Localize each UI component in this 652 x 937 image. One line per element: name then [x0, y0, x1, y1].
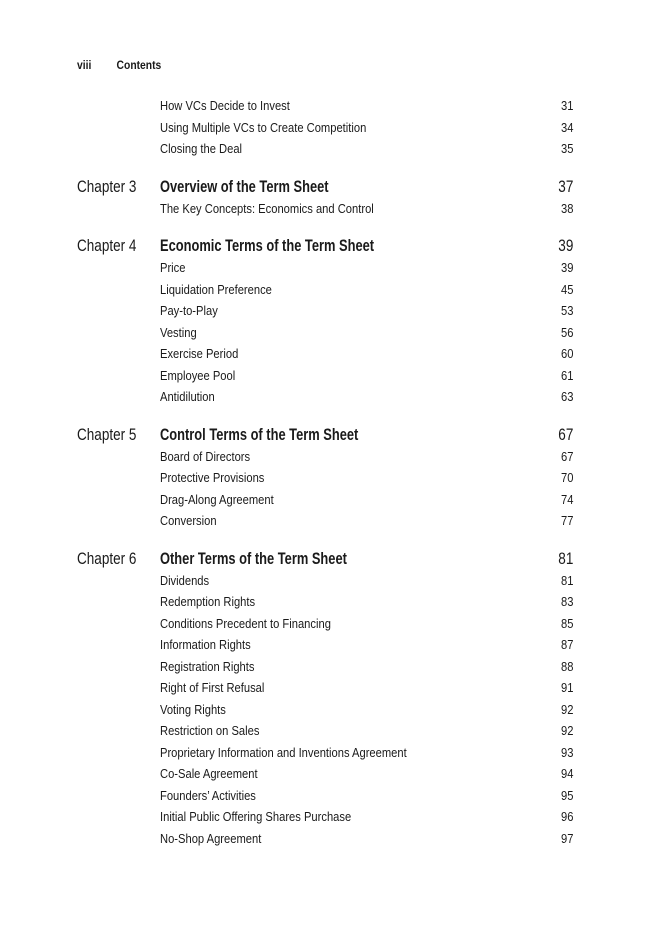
entry-page: 92 [560, 723, 573, 738]
entry-title: Dividends [160, 572, 210, 588]
entry-title: Founders’ Activities [160, 787, 256, 803]
chapter-page: 81 [557, 549, 573, 568]
entry-title: Protective Provisions [160, 470, 265, 485]
entry-title: Conditions Precedent to Financing [160, 615, 331, 631]
toc-entry [77, 258, 573, 280]
running-title: Contents [116, 58, 162, 72]
toc-entry [77, 139, 573, 161]
toc-entry [77, 592, 573, 614]
chapter-heading [77, 550, 573, 571]
entry-page: 56 [560, 324, 573, 340]
entry-page: 77 [560, 513, 573, 528]
entry-page: 53 [560, 303, 573, 318]
chapter-page: 67 [557, 425, 573, 444]
entry-page: 45 [560, 281, 573, 297]
entry-title: Initial Public Offering Shares Purchase [160, 809, 352, 824]
entry-title: Redemption Rights [160, 594, 256, 609]
entry-page: 85 [560, 615, 573, 631]
entry-page: 70 [560, 470, 573, 485]
entry-page: 93 [560, 744, 573, 760]
toc-entry [77, 786, 573, 808]
toc-entry [77, 829, 573, 851]
entry-title: Price [160, 260, 186, 275]
entry-title: Proprietary Information and Inventions Agreement [160, 744, 407, 760]
toc-entry [77, 301, 573, 323]
toc-entry [77, 447, 573, 469]
entry-title: Conversion [160, 513, 217, 528]
entry-page: 91 [560, 680, 573, 695]
entry-page: 63 [560, 389, 573, 404]
toc-entry [77, 721, 573, 743]
entry-page: 94 [560, 766, 573, 781]
entry-page: 61 [560, 367, 573, 383]
toc-entry [77, 807, 573, 829]
chapter-title: Overview of the Term Sheet [160, 177, 329, 196]
chapter-title: Other Terms of the Term Sheet [160, 549, 347, 568]
entry-title: Liquidation Preference [160, 281, 272, 297]
toc-entry [77, 635, 573, 657]
entry-page: 60 [560, 346, 573, 361]
chapter-label: Chapter 3 [77, 177, 137, 196]
entry-page: 97 [560, 830, 573, 846]
toc-entry [77, 614, 573, 636]
entry-page: 35 [560, 141, 573, 156]
entry-page: 95 [560, 787, 573, 803]
entry-page: 39 [560, 260, 573, 275]
toc-entry [77, 490, 573, 512]
entry-title: The Key Concepts: Economics and Control [160, 200, 374, 216]
toc-entry [77, 571, 573, 593]
toc-entry [77, 366, 573, 388]
toc-entry [77, 678, 573, 700]
entry-title: Pay-to-Play [160, 303, 218, 318]
entry-page: 31 [560, 98, 573, 113]
entry-title: Exercise Period [160, 346, 239, 361]
toc-entry [77, 657, 573, 679]
entry-title: How VCs Decide to Invest [160, 98, 290, 113]
chapter-label: Chapter 4 [77, 237, 137, 255]
toc-entry [77, 743, 573, 765]
entry-title: Vesting [160, 324, 197, 340]
chapter-heading [77, 426, 573, 447]
toc-entry [77, 511, 573, 533]
entry-page: 92 [560, 701, 573, 717]
toc-entry [77, 199, 573, 221]
entry-title: Antidilution [160, 389, 215, 404]
entry-page: 83 [560, 594, 573, 609]
chapter-page: 37 [557, 177, 573, 196]
toc-entry [77, 280, 573, 302]
chapter-label: Chapter 5 [77, 425, 137, 444]
entry-page: 96 [560, 809, 573, 824]
entry-title: Information Rights [160, 637, 251, 652]
chapter-page: 39 [557, 237, 573, 255]
entry-title: Restriction on Sales [160, 723, 260, 738]
entry-page: 34 [560, 119, 573, 135]
entry-title: Voting Rights [160, 701, 226, 717]
entry-title: Drag-Along Agreement [160, 491, 274, 507]
running-head [77, 58, 161, 72]
entry-title: Using Multiple VCs to Create Competition [160, 119, 367, 135]
entry-page: 38 [560, 200, 573, 216]
entry-title: Right of First Refusal [160, 680, 265, 695]
chapter-title: Economic Terms of the Term Sheet [160, 237, 375, 255]
toc-entry [77, 387, 573, 409]
toc-entry [77, 468, 573, 490]
entry-title: Co-Sale Agreement [160, 766, 258, 781]
page-number: viii [77, 58, 92, 72]
entry-title: Board of Directors [160, 448, 251, 464]
toc-entry [77, 764, 573, 786]
toc-entry [77, 323, 573, 345]
toc-entry [77, 96, 573, 118]
chapter-label: Chapter 6 [77, 549, 137, 568]
entry-page: 88 [560, 658, 573, 674]
chapter-heading [77, 178, 573, 199]
table-of-contents [77, 96, 573, 850]
entry-title: Closing the Deal [160, 141, 243, 156]
entry-page: 87 [560, 637, 573, 652]
entry-title: No-Shop Agreement [160, 830, 262, 846]
toc-entry [77, 118, 573, 140]
entry-title: Registration Rights [160, 658, 255, 674]
entry-page: 67 [560, 448, 573, 464]
chapter-title: Control Terms of the Term Sheet [160, 425, 359, 444]
toc-entry [77, 344, 573, 366]
entry-title: Employee Pool [160, 367, 236, 383]
chapter-heading [77, 237, 573, 258]
entry-page: 74 [560, 491, 573, 507]
entry-page: 81 [560, 572, 573, 588]
toc-entry [77, 700, 573, 722]
